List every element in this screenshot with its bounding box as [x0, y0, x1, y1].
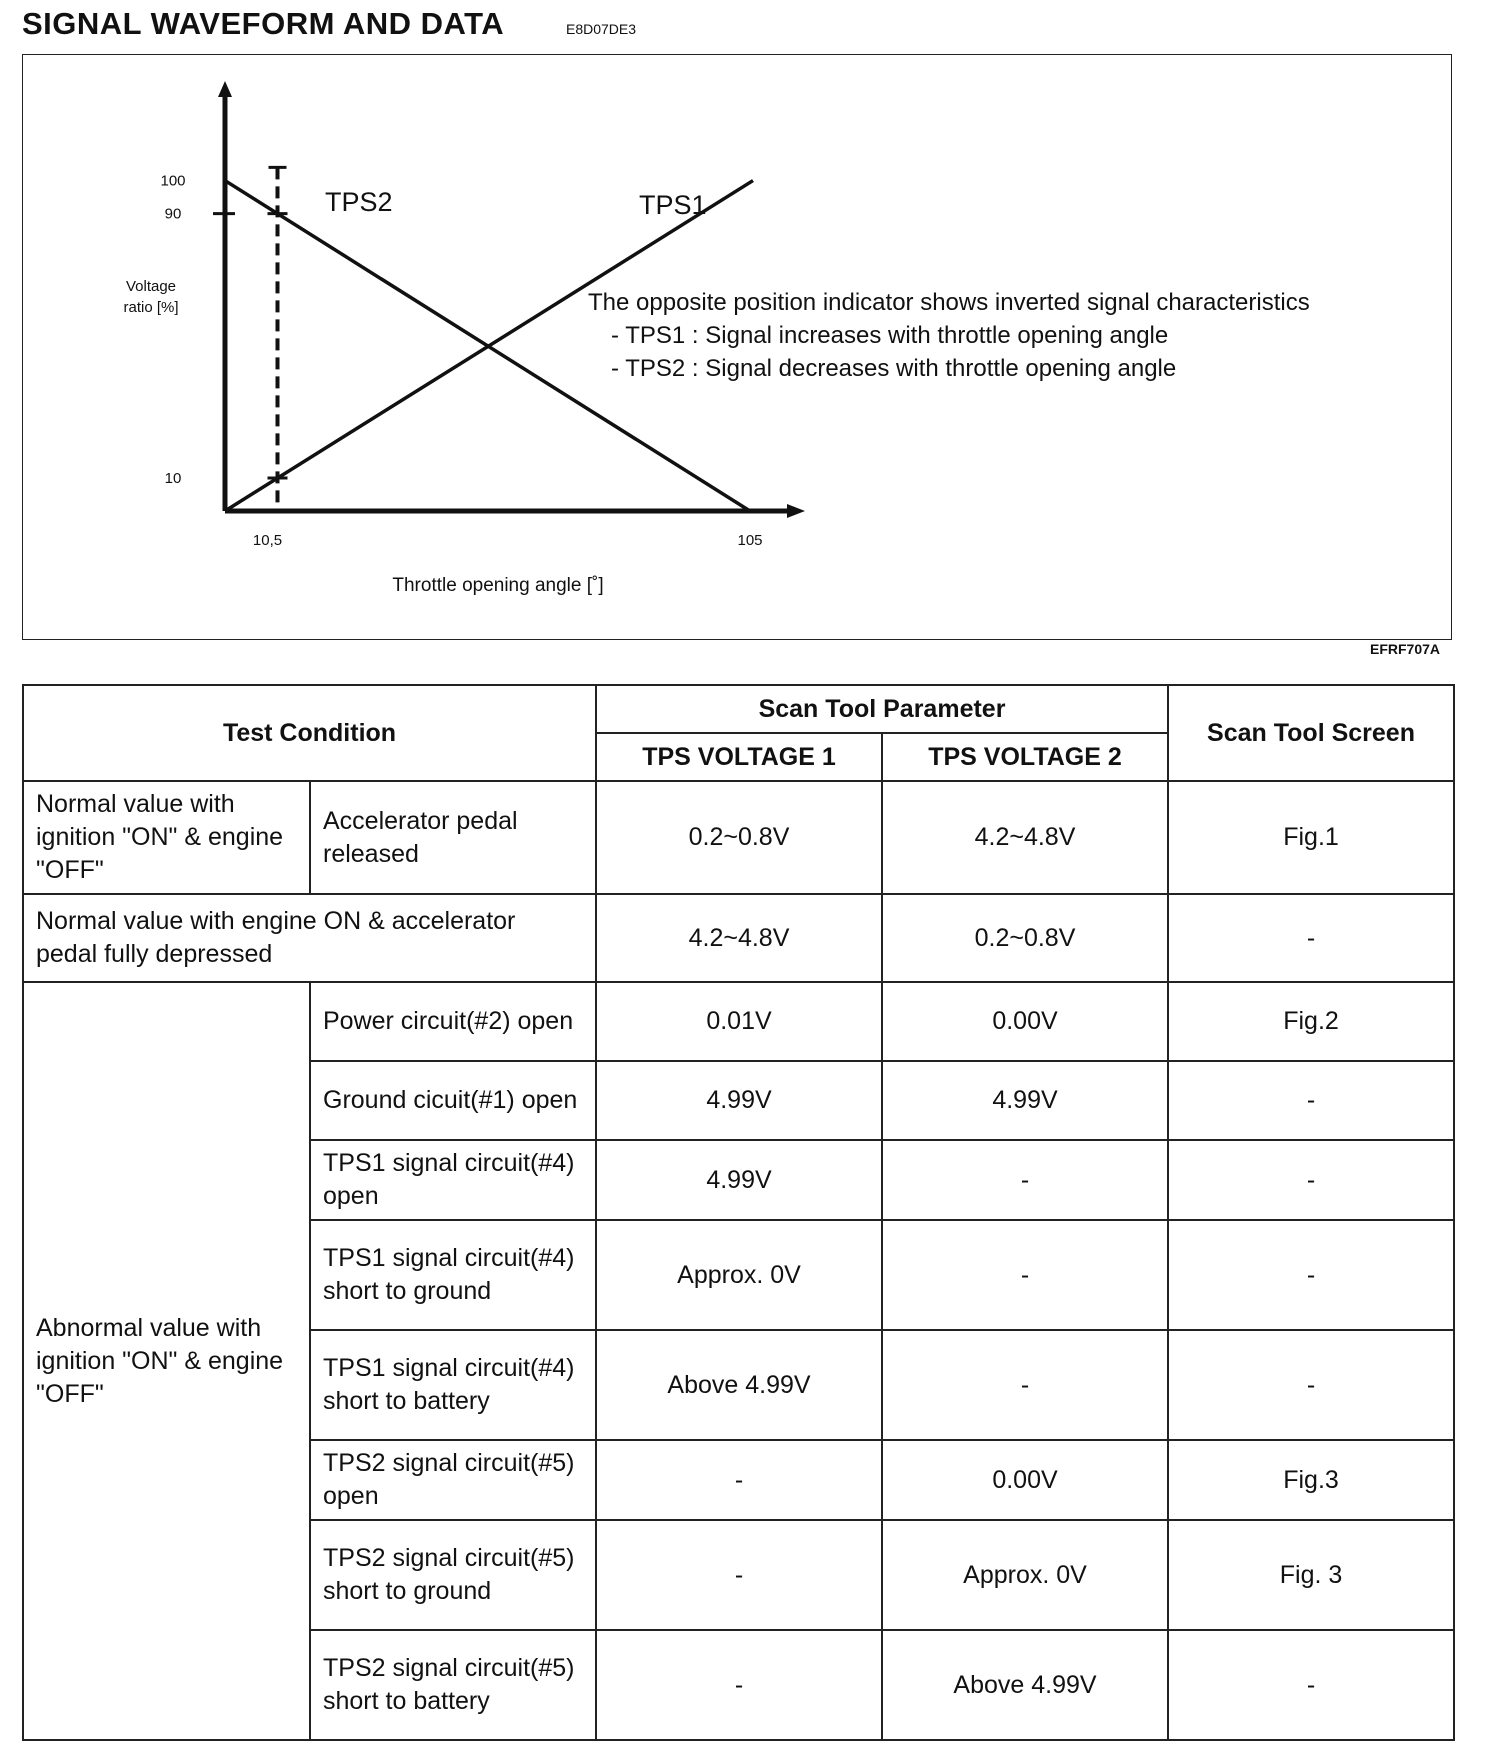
header-scan-tool-screen: Scan Tool Screen [1168, 685, 1454, 781]
header-test-condition: Test Condition [23, 685, 596, 781]
tps-voltage-2-cell: Approx. 0V [882, 1520, 1168, 1630]
y-axis-label-line1: Voltage [125, 278, 177, 295]
page-title: SIGNAL WAVEFORM AND DATA [22, 6, 505, 41]
condition-cell: TPS1 signal circuit(#4) short to ground [310, 1220, 596, 1330]
tps-voltage-1-cell: Approx. 0V [596, 1220, 882, 1330]
table-row [23, 894, 1454, 982]
scan-tool-screen-cell: Fig.2 [1168, 982, 1454, 1061]
y-tick-label-100: 100 [160, 172, 186, 190]
scan-tool-screen-cell: - [1168, 1330, 1454, 1440]
waveform-chart [23, 55, 1453, 641]
tps-voltage-2-cell: 4.99V [882, 1061, 1168, 1140]
tps-voltage-1-cell: 4.99V [596, 1061, 882, 1140]
scan-tool-screen-cell: Fig. 3 [1168, 1520, 1454, 1630]
table-row [23, 781, 1454, 894]
tps-voltage-1-cell: 0.01V [596, 982, 882, 1061]
condition-cell: TPS2 signal circuit(#5) short to ground [310, 1520, 596, 1630]
tps-voltage-2-cell: - [882, 1220, 1168, 1330]
tps-voltage-2-cell: 4.2~4.8V [882, 781, 1168, 894]
tps-voltage-2-cell: 0.2~0.8V [882, 894, 1168, 982]
tps-voltage-2-cell: 0.00V [882, 982, 1168, 1061]
tps-voltage-1-cell: 4.99V [596, 1140, 882, 1220]
scan-tool-screen-cell: - [1168, 1630, 1454, 1740]
scan-tool-screen-cell: - [1168, 1140, 1454, 1220]
tps-voltage-2-cell: 0.00V [882, 1440, 1168, 1520]
tps-voltage-1-cell: 0.2~0.8V [596, 781, 882, 894]
tps-voltage-1-cell: 4.2~4.8V [596, 894, 882, 982]
x-axis-label: Throttle opening angle [˚] [392, 575, 604, 596]
scan-tool-screen-cell: - [1168, 894, 1454, 982]
header-tps-voltage-2: TPS VOLTAGE 2 [882, 733, 1168, 781]
tps-voltage-1-cell: - [596, 1630, 882, 1740]
tps-voltage-1-cell: - [596, 1440, 882, 1520]
data-table [22, 684, 1455, 1741]
figure-note-tps2: - TPS2 : Signal decreases with throttle opening angle [611, 355, 1177, 382]
table-header-row [23, 685, 1454, 733]
tps-voltage-2-cell: - [882, 1330, 1168, 1440]
condition-cell: Ground cicuit(#1) open [310, 1061, 596, 1140]
x-tick-label-105: 105 [737, 532, 763, 549]
y-axis-label-line2: ratio [%] [123, 299, 179, 316]
tps1-series-label: TPS1 [639, 190, 707, 220]
table-row [23, 982, 1454, 1061]
normal-group-cell: Normal value with ignition "ON" & engine "OFF" [23, 781, 310, 894]
scan-tool-screen-cell: Fig.1 [1168, 781, 1454, 894]
tps2-series-label: TPS2 [325, 187, 393, 217]
scan-tool-screen-cell: - [1168, 1220, 1454, 1330]
condition-cell: Normal value with engine ON & accelerator pedal fully depressed [23, 894, 596, 982]
y-axis-arrow [218, 81, 232, 97]
condition-cell: TPS2 signal circuit(#5) short to battery [310, 1630, 596, 1740]
condition-cell: Accelerator pedal released [310, 781, 596, 894]
tps-voltage-2-cell: - [882, 1140, 1168, 1220]
header-tps-voltage-1: TPS VOLTAGE 1 [596, 733, 882, 781]
condition-cell: TPS2 signal circuit(#5) open [310, 1440, 596, 1520]
header-scan-tool-parameter: Scan Tool Parameter [596, 685, 1168, 733]
tps-voltage-1-cell: - [596, 1520, 882, 1630]
x-tick-label-10-5: 10,5 [252, 532, 283, 549]
document-code: E8D07DE3 [566, 21, 637, 37]
tps-voltage-2-cell: Above 4.99V [882, 1630, 1168, 1740]
scan-tool-screen-cell: - [1168, 1061, 1454, 1140]
x-axis-arrow [787, 504, 805, 518]
waveform-figure [22, 54, 1452, 640]
condition-cell: Power circuit(#2) open [310, 982, 596, 1061]
figure-note-title: The opposite position indicator shows inverted signal characteristics [588, 289, 1310, 316]
figure-note-tps1: - TPS1 : Signal increases with throttle opening angle [611, 322, 1169, 349]
y-tick-label-10: 10 [164, 469, 182, 487]
abnormal-group-cell: Abnormal value with ignition "ON" & engine "OFF" [23, 982, 310, 1740]
condition-cell: TPS1 signal circuit(#4) short to battery [310, 1330, 596, 1440]
figure-reference: EFRF707A [1370, 641, 1441, 657]
tps-voltage-1-cell: Above 4.99V [596, 1330, 882, 1440]
scan-tool-screen-cell: Fig.3 [1168, 1440, 1454, 1520]
condition-cell: TPS1 signal circuit(#4) open [310, 1140, 596, 1220]
y-tick-label-90: 90 [164, 205, 182, 223]
